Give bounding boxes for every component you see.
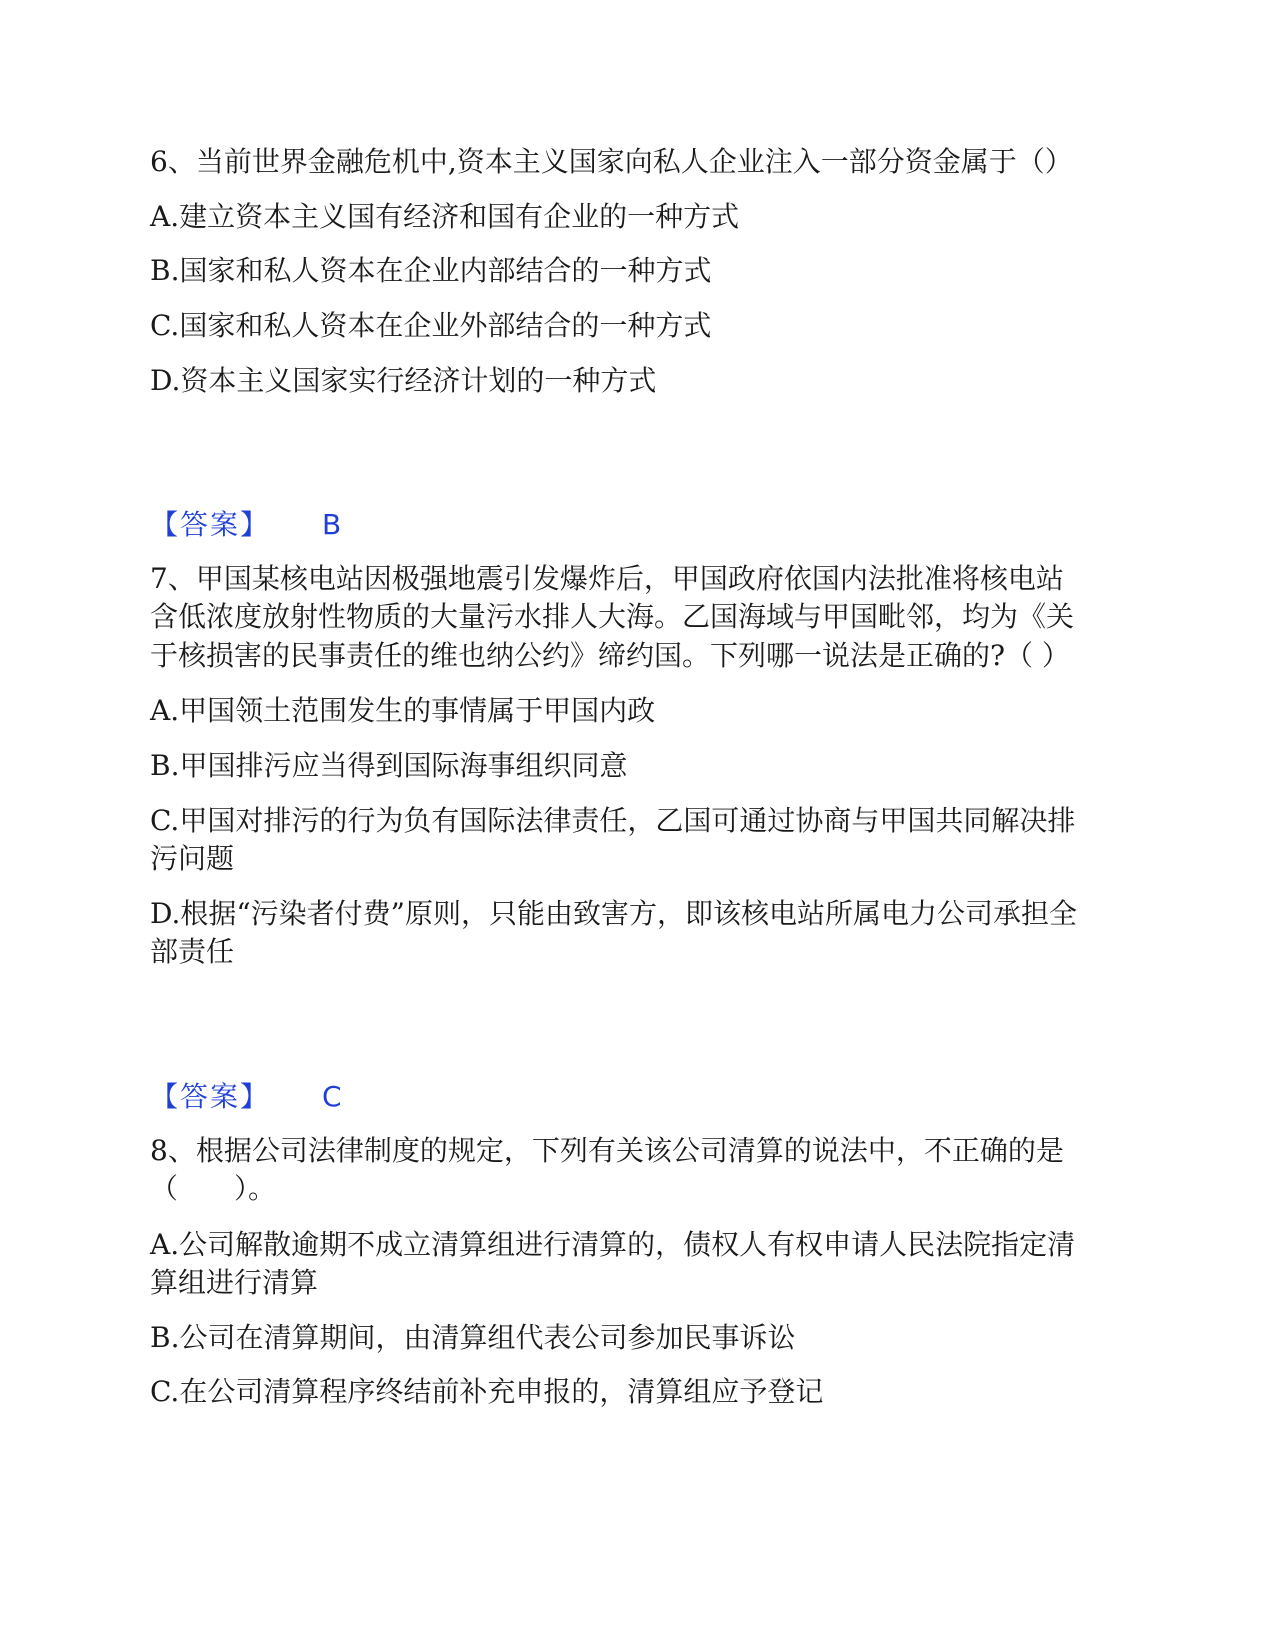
q6-option-d: D.资本主义国家实行经济计划的一种方式	[150, 364, 657, 397]
q8-option-c: C.在公司清算程序终结前补充申报的，清算组应予登记	[150, 1375, 824, 1408]
q7-stem-line-1: 7、甲国某核电站因极强地震引发爆炸后，甲国政府依国内法批准将核电站	[150, 562, 1064, 595]
q8-option-a-line-1: A.公司解散逾期不成立清算组进行清算的，债权人有权申请人民法院指定清	[150, 1228, 1076, 1261]
q7-stem-line-3: 于核损害的民事责任的维也纳公约》缔约国。下列哪一说法是正确的?（ ）	[150, 639, 1070, 672]
q8-option-a-line-2: 算组进行清算	[150, 1266, 319, 1299]
q7-answer-row	[150, 1077, 1120, 1117]
q7-option-c-line-1: C.甲国对排污的行为负有国际法律责任，乙国可通过协商与甲国共同解决排	[150, 804, 1076, 837]
q6-option-a: A.建立资本主义国有经济和国有企业的一种方式	[150, 200, 740, 233]
q8-stem-line-2: （ ）。	[150, 1172, 277, 1205]
q7-answer-label: 【答案】	[150, 1080, 271, 1113]
q7-answer-value: C	[322, 1080, 342, 1113]
q6-option-b: B.国家和私人资本在企业内部结合的一种方式	[150, 254, 712, 287]
q6-stem: 6、当前世界金融危机中,资本主义国家向私人企业注入一部分资金属于（）	[150, 145, 1073, 178]
q7-option-d-line-2: 部责任	[150, 935, 235, 968]
q8-stem-line-1: 8、根据公司法律制度的规定，下列有关该公司清算的说法中，不正确的是	[150, 1134, 1064, 1167]
q7-option-c-line-2: 污问题	[150, 842, 235, 875]
q6-option-c: C.国家和私人资本在企业外部结合的一种方式	[150, 309, 712, 342]
q6-answer-value: B	[322, 508, 342, 541]
q7-stem-line-2: 含低浓度放射性物质的大量污水排人大海。乙国海域与甲国毗邻，均为《关	[150, 600, 1075, 633]
q6-answer-label: 【答案】	[150, 508, 271, 541]
q8-option-b: B.公司在清算期间，由清算组代表公司参加民事诉讼	[150, 1321, 796, 1354]
q6-answer-row	[150, 505, 1120, 545]
q7-option-a: A.甲国领土范围发生的事情属于甲国内政	[150, 694, 656, 727]
q7-option-d-line-1: D.根据“污染者付费”原则，只能由致害方，即该核电站所属电力公司承担全	[150, 897, 1077, 930]
q7-option-b: B.甲国排污应当得到国际海事组织同意	[150, 749, 628, 782]
